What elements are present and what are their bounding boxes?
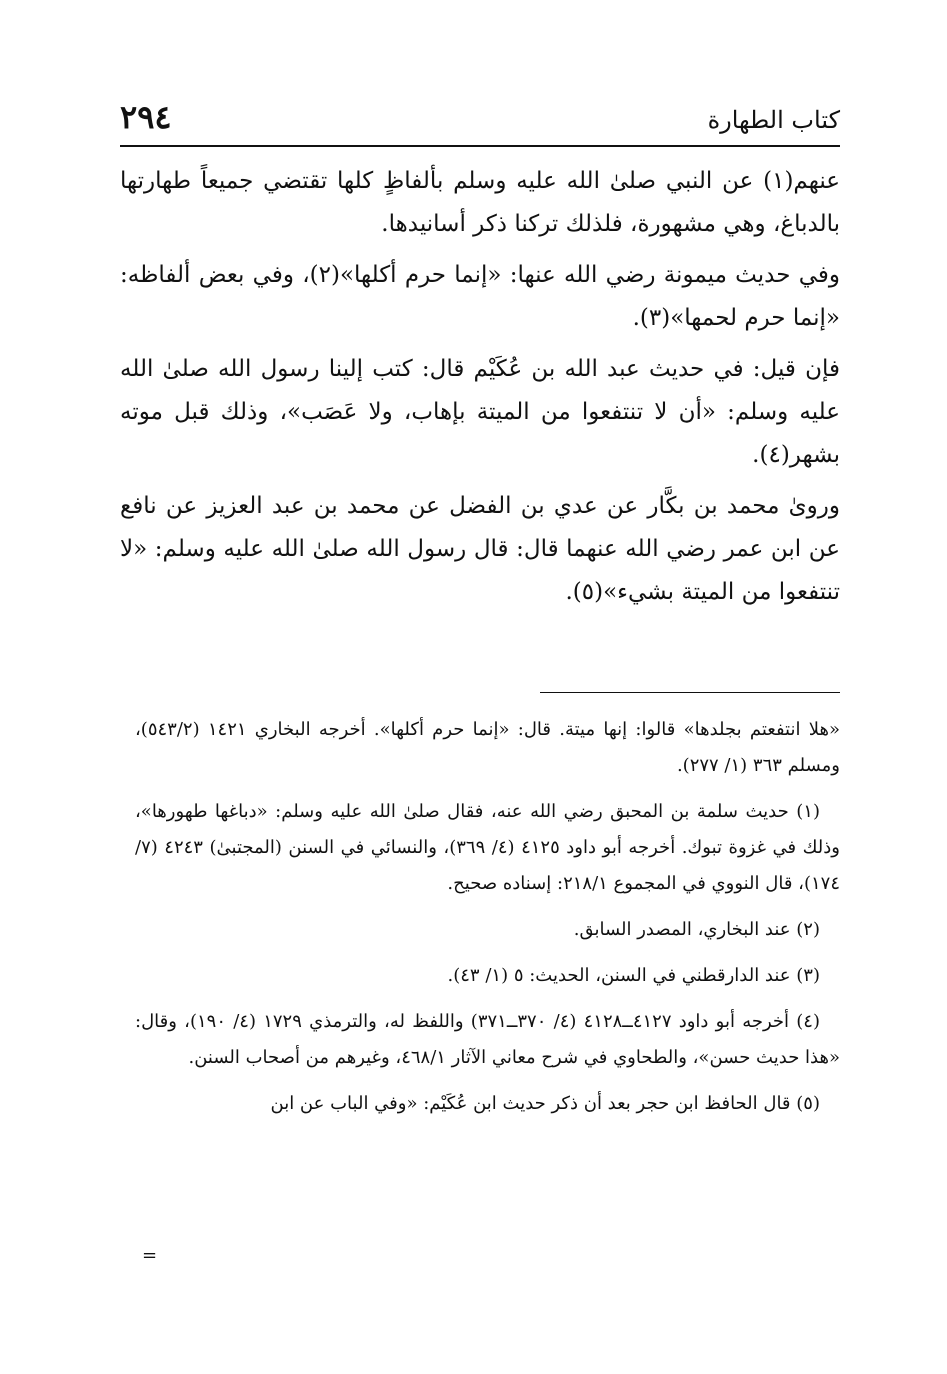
continuation-mark: = xyxy=(142,1245,158,1266)
paragraph-4: وروىٰ محمد بن بكَّار عن عدي بن الفضل عن محمد بن عبد العزيز عن نافع عن ابن عمر رضي الله عنهما قال: قال رسول الله صلىٰ الله عليه وسلم: «لا تنتفعوا من الميتة بشيء»(٥). xyxy=(120,493,840,605)
paragraph-2: وفي حديث ميمونة رضي الله عنها: «إنما حرم أكلها»(٢)، وفي بعض ألفاظه: «إنما حرم لحمها»(٣). xyxy=(120,262,841,331)
footnote-2: (٢) عند البخاري، المصدر السابق. xyxy=(573,919,820,940)
footnote-rule xyxy=(540,692,840,693)
chapter-title: كتاب الطهارة xyxy=(707,106,840,134)
main-text xyxy=(120,160,840,622)
page-number: ٢٩٤ xyxy=(120,98,172,136)
page-header xyxy=(120,96,840,144)
footnote-5: (٥) قال الحافظ ابن حجر بعد أن ذكر حديث ابن عُكَيْم: «وفي الباب عن ابن xyxy=(270,1093,820,1114)
footnote-3: (٣) عند الدارقطني في السنن، الحديث: ٥ (١/ ٤٣). xyxy=(447,965,820,986)
footnotes xyxy=(135,712,840,1132)
footnote-4: (٤) أخرجه أبو داود ٤١٢٧ــ٤١٢٨ (٤/ ٣٧٠ــ٣٧١) واللفظ له، والترمذي ١٧٢٩ (٤/ ١٩٠)، وقال: «هذا حديث حسن»، والطحاوي في شرح معاني الآثار ٤٦٨/١، وغيرهم من أصحاب السنن. xyxy=(135,1011,840,1068)
footnote-continuation: «هلا انتفعتم بجلدها» قالوا: إنها ميتة. قال: «إنما حرم أكلها». أخرجه البخاري ١٤٢١ (٥٤٣/٢)، ومسلم ٣٦٣ (١/ ٢٧٧). xyxy=(135,719,840,776)
header-rule xyxy=(120,145,840,147)
paragraph-1: عنهم(١) عن النبي صلىٰ الله عليه وسلم بألفاظٍ كلها تقتضي جميعاً طهارتها بالدباغ، وهي مشهورة، فلذلك تركنا ذكر أسانيدها. xyxy=(120,168,840,237)
paragraph-3: فإن قيل: في حديث عبد الله بن عُكَيْم قال: كتب إلينا رسول الله صلىٰ الله عليه وسلم: «أن لا تنتفعوا من الميتة بإهاب، ولا عَصَب»، وذلك قبل موته بشهر(٤). xyxy=(120,356,840,468)
footnote-1: (١) حديث سلمة بن المحبق رضي الله عنه، فقال صلىٰ الله عليه وسلم: «دباغها طهورها»، وذلك في غزوة تبوك. أخرجه أبو داود ٤١٢٥ (٤/ ٣٦٩)، والنسائي في السنن (المجتبىٰ) ٤٢٤٣ (٧/ ١٧٤)، قال النووي في المجموع ٢١٨/١: إسناده صحيح. xyxy=(135,801,840,894)
